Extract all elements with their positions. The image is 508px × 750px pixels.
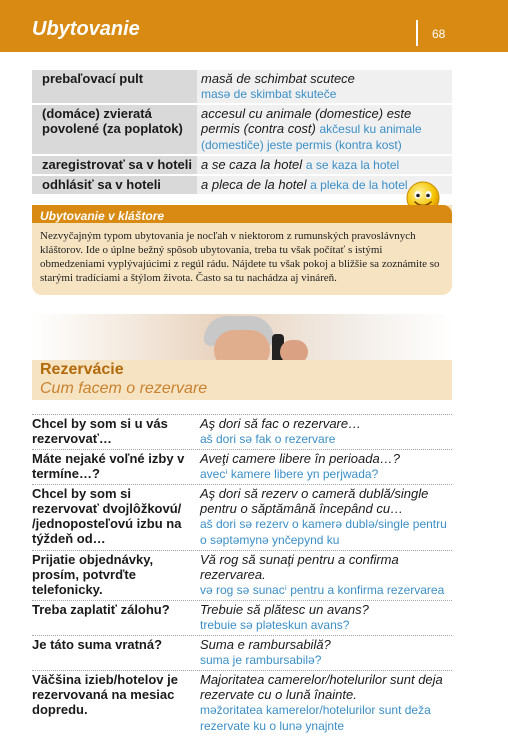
pronunciation: suma je rambursabilə? (200, 653, 322, 667)
section-title: Rezervácie (40, 361, 124, 378)
vocab-row (32, 105, 452, 154)
pronunciation: və rog sə sunacⁱ pentru a konfirma rezervarea (200, 583, 445, 597)
chapter-title: Ubytovanie (32, 18, 140, 40)
phrase-row (32, 670, 452, 736)
page-header (0, 0, 508, 52)
vocab-row (32, 70, 452, 103)
translation-text: Aveţi camere libere în perioada…? (200, 451, 400, 466)
section-subtitle: Cum facem o rezervare (40, 380, 208, 397)
phrase-translation (200, 552, 452, 598)
vocab-term: (domáce) zvieratá povolené (za poplatok) (32, 105, 197, 154)
vocab-translation (197, 156, 452, 174)
translation-text: Majoritatea camerelor/hotelurilor sunt deja rezervate cu o lună înainte. (200, 672, 443, 702)
info-box-text: Nezvyčajným typom ubytovania je nocľah v niektorom z rumunských pravoslávnych kláštorov. Ide o úplne bežný spôsob ubytovania, treba tu však počítať s istými obmedzeniami vyplývajúcimi z regúl rádu. Nájdete tu však pokoj a bližšie sa zoznámite so starými tradíciami a štýlom života. Často sa tu nachádza aj vináreň. (40, 230, 440, 284)
vocab-row (32, 156, 452, 174)
phrase-row (32, 449, 452, 484)
translation-text: accesul cu animale (domestice) este permis (contra cost) (201, 106, 412, 136)
phrase-translation (200, 637, 452, 668)
header-separator (416, 20, 418, 46)
page-number: 68 (432, 27, 446, 41)
pronunciation: a se kaza la hotel (305, 158, 400, 172)
phrase-source: Je táto suma vratná? (32, 637, 163, 652)
translation-text: Suma e rambursabilă? (200, 637, 331, 652)
vocab-translation (197, 70, 452, 103)
section-photo (32, 314, 452, 360)
info-box-title: Ubytovanie v kláštore (40, 209, 165, 223)
phrase-translation (200, 486, 452, 548)
pronunciation: akčesul ku animale (domestiče) jeste permis (kontra kost) (201, 122, 422, 152)
translation-text: a pleca de la hotel (201, 177, 307, 192)
phrase-list (32, 414, 452, 736)
pronunciation: a pleka de la hotel (310, 178, 408, 192)
translation-text: Aş dori să rezerv o cameră dublă/single pentru o săptămână începând cu… (200, 486, 429, 516)
phrase-row (32, 414, 452, 449)
vocab-term: zaregistrovať sa v hoteli (32, 156, 197, 174)
phrase-source: Máte nejaké voľné izby v termíne…? (32, 451, 185, 481)
pronunciation: trebuie sə pləteskun avans? (200, 618, 350, 632)
pronunciation: avecⁱ kamere libere yn perjwada? (200, 467, 379, 481)
section-header (32, 360, 452, 400)
phrase-translation (200, 451, 452, 482)
vocab-row (32, 176, 452, 194)
vocab-translation (197, 105, 452, 154)
pronunciation: məžoritatea kamerelor/hotelurilor sunt deža rezervate ku o lunə ynajnte (200, 703, 431, 733)
phrase-row (32, 600, 452, 635)
phrase-source: Prijatie objednávky, prosím, potvrďte telefonicky. (32, 552, 154, 597)
translation-text: Vă rog să sunaţi pentru a confirma rezervarea. (200, 552, 399, 582)
info-box (32, 205, 452, 295)
phrase-source: Treba zaplatiť zálohu? (32, 602, 170, 617)
translation-text: masă de schimbat scutece (201, 71, 355, 86)
phrase-translation (200, 416, 452, 447)
pronunciation: masə de skimbat skuteče (201, 87, 337, 101)
vocab-term: odhlásiť sa v hoteli (32, 176, 197, 194)
phrase-translation (200, 602, 452, 633)
translation-text: a se caza la hotel (201, 157, 303, 172)
photo-hand (280, 340, 308, 360)
translation-text: Aş dori să fac o rezervare… (200, 416, 362, 431)
phrase-source: Väčšina izieb/hotelov je rezervovaná na mesiac dopredu. (32, 672, 178, 717)
phrase-translation (200, 672, 452, 734)
phrase-source: Chcel by som si u vás rezervovať… (32, 416, 168, 446)
info-box-header (32, 205, 452, 223)
phrase-row (32, 484, 452, 550)
pronunciation: aš dori sə fak o rezervare (200, 432, 336, 446)
photo-face (214, 330, 270, 360)
vocabulary-table (32, 70, 452, 196)
vocab-term: prebaľovací pult (32, 70, 197, 103)
phrase-row (32, 635, 452, 670)
phrase-source: Chcel by som si rezervovať dvojlôžkovú/ /jednoposteľovú izbu na týždeň od… (32, 486, 182, 546)
pronunciation: aš dori sə rezerv o kamerə dublə/single pentru o səptəmynə ynčepynd ku (200, 517, 447, 547)
phrase-row (32, 550, 452, 600)
translation-text: Trebuie să plătesc un avans? (200, 602, 369, 617)
